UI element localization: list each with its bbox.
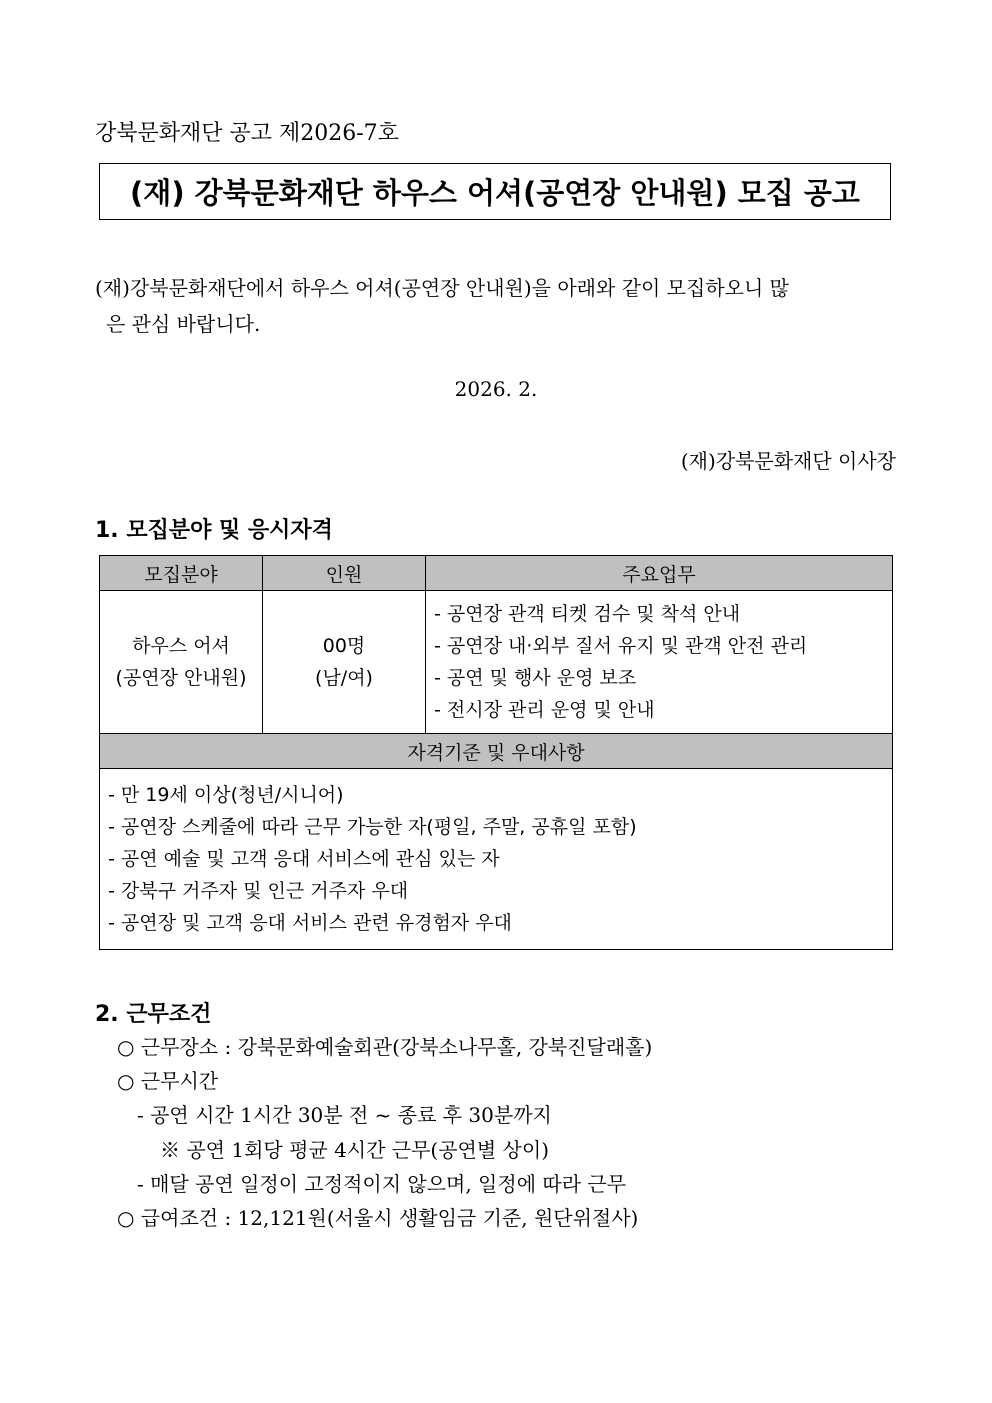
page-title: (재) 강북문화재단 하우스 어셔(공연장 안내원) 모집 공고 (99, 163, 891, 220)
work-hours: ○ 근무시간 (117, 1069, 219, 1093)
field-name: 하우스 어셔 (132, 635, 230, 657)
recruitment-table (99, 555, 893, 950)
section-2-heading: 2. 근무조건 (95, 1002, 212, 1027)
duty-item: - 공연장 관객 티켓 검수 및 착석 안내 (434, 603, 741, 625)
field-cell (100, 591, 263, 734)
work-hours-note: ※ 공연 1회당 평균 4시간 근무(공연별 상이) (160, 1138, 549, 1162)
duty-item: - 공연 및 행사 운영 보조 (434, 667, 637, 689)
qualifications-cell (100, 769, 893, 950)
intro-line-1: (재)강북문화재단에서 하우스 어셔(공연장 안내원)을 아래와 같이 모집하오니 많 (95, 276, 789, 300)
duty-item: - 전시장 관리 운영 및 안내 (434, 699, 655, 721)
qualification-item: - 공연장 스케줄에 따라 근무 가능한 자(평일, 주말, 공휴일 포함) (108, 816, 637, 838)
work-location: ○ 근무장소 : 강북문화예술회관(강북소나무홀, 강북진달래홀) (117, 1035, 653, 1059)
qualifications-header: 자격기준 및 우대사항 (100, 734, 893, 769)
date: 2026. 2. (454, 377, 538, 401)
duties-cell (426, 591, 893, 734)
notice-number: 강북문화재단 공고 제2026-7호 (95, 121, 399, 146)
intro-line-2: 은 관심 바랍니다. (106, 312, 261, 336)
gender: (남/여) (315, 667, 373, 689)
qualification-item: - 만 19세 이상(청년/시니어) (108, 784, 344, 806)
qualification-item: - 공연 예술 및 고객 응대 서비스에 관심 있는 자 (108, 848, 500, 870)
pay-condition: ○ 급여조건 : 12,121원(서울시 생활임금 기준, 원단위절사) (117, 1206, 639, 1230)
work-hours-detail: - 공연 시간 1시간 30분 전 ~ 종료 후 30분까지 (137, 1103, 552, 1127)
qualification-item: - 강북구 거주자 및 인근 거주자 우대 (108, 880, 409, 902)
field-subname: (공연장 안내원) (115, 667, 247, 689)
schedule-note: - 매달 공연 일정이 고정적이지 않으며, 일정에 따라 근무 (137, 1172, 627, 1196)
header-duties: 주요업무 (426, 556, 893, 591)
header-field: 모집분야 (100, 556, 263, 591)
headcount: 00명 (322, 635, 366, 657)
issuer: (재)강북문화재단 이사장 (680, 449, 896, 473)
header-headcount: 인원 (263, 556, 426, 591)
duty-item: - 공연장 내·외부 질서 유지 및 관객 안전 관리 (434, 635, 808, 657)
section-1-heading: 1. 모집분야 및 응시자격 (95, 518, 333, 543)
headcount-cell (263, 591, 426, 734)
qualification-item: - 공연장 및 고객 응대 서비스 관련 유경험자 우대 (108, 912, 512, 934)
